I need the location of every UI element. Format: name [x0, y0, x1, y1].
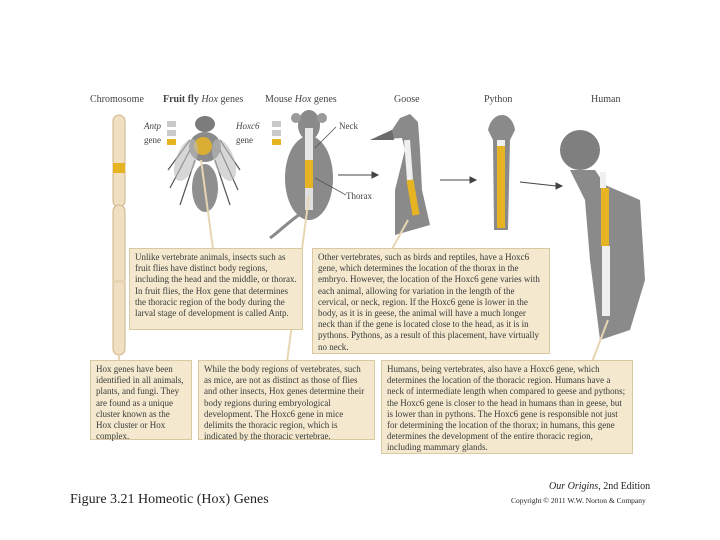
- header-human: Human: [591, 94, 621, 105]
- vertebrates-text-box: Other vertebrates, such as birds and reptiles, have a Hoxc6 gene, which determines the location of the thorax in the embryo. However, the location of the Hoxc6 gene varies with each animal, allowing for variation in the length of the cervical, or neck, region. If the Hoxc6 gene is lower in the body, as it is in geese, the animal will have a much longer neck than if the gene is located close to the head, as it is in pythons. Pythons, as a result of this placement, have virtually no neck.: [312, 248, 550, 354]
- thorax-label: Thorax: [346, 191, 372, 201]
- arrows: [338, 172, 562, 189]
- header-python: Python: [484, 94, 513, 105]
- hox-genes-text-box: Hox genes have been identified in all animals, plants, and fungi. They are found as a unique cluster known as the Hox cluster or Hox complex.: [90, 360, 192, 440]
- figure-caption: Figure 3.21 Homeotic (Hox) Genes: [70, 492, 269, 507]
- header-mouse: Mouse Hox genes: [265, 94, 337, 105]
- fruit-fly-illustration: [167, 116, 241, 212]
- antp-gene-label: gene: [144, 135, 161, 145]
- python-illustration: [488, 115, 515, 230]
- edition-text: Our Origins, 2nd Edition: [549, 481, 651, 492]
- mice-text-box: While the body regions of vertebrates, such as mice, are not as distinct as those of flies and other insects, Hox genes determine their body regions during embryological development. The Hoxc6 gene in mice delimits the thoracic region, which is indicated by the thoracic vertebrae.: [198, 360, 375, 440]
- insects-text-box: Unlike vertebrate animals, insects such as fruit flies have distinct body regions, including the head and the middle, or thorax. In fruit flies, the Hox gene that determines the thoracic region of the body during the larval stage of development is called Antp.: [129, 248, 303, 330]
- human-illustration: [560, 130, 645, 340]
- header-goose: Goose: [394, 94, 420, 105]
- goose-illustration: [370, 114, 430, 235]
- header-fruit-fly: Fruit fly Hox genes: [163, 94, 244, 105]
- chromosome-illustration: [113, 115, 125, 355]
- hoxc6-gene-label: gene: [236, 135, 253, 145]
- header-chromosome: Chromosome: [90, 94, 144, 105]
- copyright-text: Copyright © 2011 W.W. Norton & Company: [511, 496, 646, 505]
- hoxc6-label: Hoxc6: [236, 121, 260, 131]
- humans-text-box: Humans, being vertebrates, also have a Hoxc6 gene, which determines the location of the thoracic region. Humans have a neck of intermediate length when compared to geese and pythons; the Hoxc6 gene is closer to the head in humans than in geese, but is lower than in pythons. The Hoxc6 gene is responsible not just for determining the location of the thorax; in humans, this gene determines the development of the entire thoracic region, including mammary glands.: [381, 360, 633, 454]
- neck-label: Neck: [339, 121, 358, 131]
- mouse-illustration: [270, 110, 333, 238]
- antp-label: Antp: [144, 121, 161, 131]
